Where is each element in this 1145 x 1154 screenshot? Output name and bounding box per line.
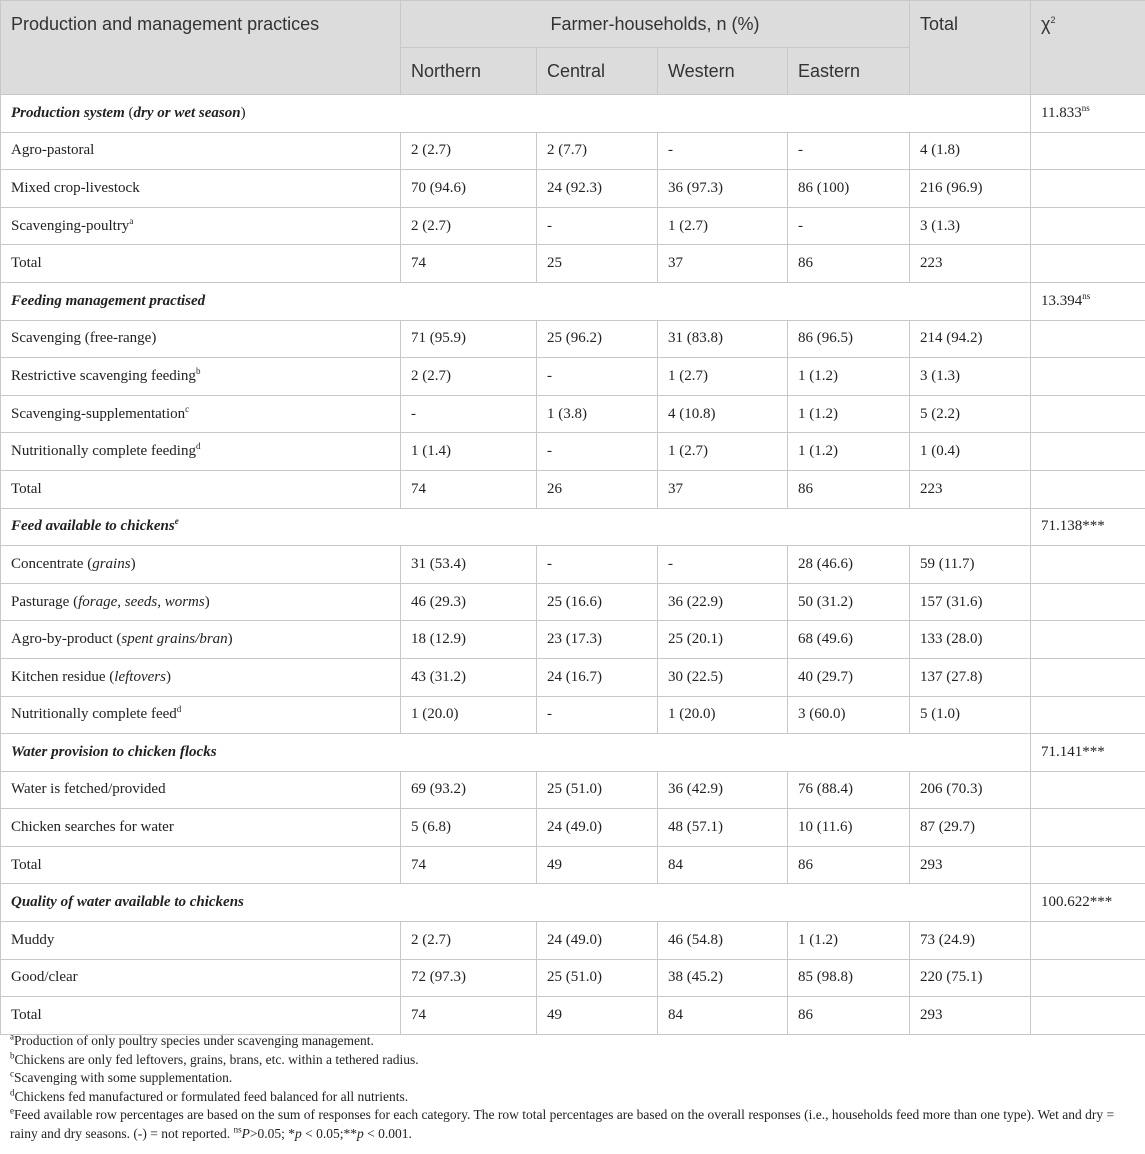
cell: 68 (49.6) bbox=[788, 621, 910, 659]
section-title: Feeding management practised bbox=[1, 282, 1031, 320]
cell-chi bbox=[1031, 320, 1145, 358]
cell: 86 (100) bbox=[788, 170, 910, 208]
cell-chi bbox=[1031, 207, 1145, 245]
cell: 1 (2.7) bbox=[658, 207, 788, 245]
cell: 74 bbox=[401, 846, 537, 884]
cell: - bbox=[537, 358, 658, 396]
cell: 25 (96.2) bbox=[537, 320, 658, 358]
cell: 1 (2.7) bbox=[658, 433, 788, 471]
cell-chi bbox=[1031, 696, 1145, 734]
cell-chi bbox=[1031, 245, 1145, 283]
cell: 2 (7.7) bbox=[537, 132, 658, 170]
cell-total: 223 bbox=[910, 470, 1031, 508]
table-row bbox=[1, 320, 1145, 358]
cell-total: 87 (29.7) bbox=[910, 809, 1031, 847]
table-row bbox=[1, 959, 1145, 997]
cell: 23 (17.3) bbox=[537, 621, 658, 659]
cell: 86 bbox=[788, 245, 910, 283]
table-row bbox=[1, 132, 1145, 170]
cell-chi bbox=[1031, 395, 1145, 433]
footnote-c: $^c$Scavenging with some supplementation. bbox=[10, 1068, 233, 1086]
table-row bbox=[1, 245, 1145, 283]
footnote-a: $^a$Production of only poultry species under scavenging management. bbox=[10, 1031, 374, 1048]
cell-chi bbox=[1031, 959, 1145, 997]
cell-total: 3 (1.3) bbox=[910, 358, 1031, 396]
row-label: Scavenging-supplementation$^c$ bbox=[1, 395, 401, 433]
cell-total: 220 (75.1) bbox=[910, 959, 1031, 997]
cell-total: 137 (27.8) bbox=[910, 658, 1031, 696]
cell: - bbox=[537, 207, 658, 245]
section-header-row bbox=[1, 884, 1145, 922]
cell: 1 (3.8) bbox=[537, 395, 658, 433]
cell: 84 bbox=[658, 846, 788, 884]
table-row bbox=[1, 395, 1145, 433]
cell: 4 (10.8) bbox=[658, 395, 788, 433]
cell-chi bbox=[1031, 922, 1145, 960]
row-label: Scavenging (free-range) bbox=[1, 320, 401, 358]
cell-chi bbox=[1031, 621, 1145, 659]
row-label: Total bbox=[1, 245, 401, 283]
cell-total: 157 (31.6) bbox=[910, 583, 1031, 621]
cell: - bbox=[401, 395, 537, 433]
cell-total: 223 bbox=[910, 245, 1031, 283]
cell-total: 214 (94.2) bbox=[910, 320, 1031, 358]
cell: 46 (29.3) bbox=[401, 583, 537, 621]
cell-chi bbox=[1031, 997, 1145, 1035]
table-row bbox=[1, 997, 1145, 1035]
table-row bbox=[1, 771, 1145, 809]
cell: 2 (2.7) bbox=[401, 132, 537, 170]
table-row bbox=[1, 470, 1145, 508]
table-footnotes bbox=[10, 1032, 1135, 1144]
section-header-row bbox=[1, 508, 1145, 546]
section-title: Quality of water available to chickens bbox=[1, 884, 1031, 922]
cell: 86 bbox=[788, 470, 910, 508]
cell-chi bbox=[1031, 433, 1145, 471]
cell: 50 (31.2) bbox=[788, 583, 910, 621]
cell: 24 (49.0) bbox=[537, 922, 658, 960]
cell: 1 (1.2) bbox=[788, 358, 910, 396]
cell: 1 (20.0) bbox=[658, 696, 788, 734]
cell-chi bbox=[1031, 470, 1145, 508]
cell: - bbox=[658, 132, 788, 170]
header-region-eastern: Eastern bbox=[788, 48, 910, 95]
cell: 37 bbox=[658, 245, 788, 283]
cell: 18 (12.9) bbox=[401, 621, 537, 659]
cell: 36 (22.9) bbox=[658, 583, 788, 621]
row-label: Total bbox=[1, 846, 401, 884]
cell: 2 (2.7) bbox=[401, 922, 537, 960]
row-label: Kitchen residue (leftovers) bbox=[1, 658, 401, 696]
row-label: Agro-by-product (spent grains/bran) bbox=[1, 621, 401, 659]
cell-total: 3 (1.3) bbox=[910, 207, 1031, 245]
cell: 70 (94.6) bbox=[401, 170, 537, 208]
table-row bbox=[1, 170, 1145, 208]
cell: 71 (95.9) bbox=[401, 320, 537, 358]
row-label: Total bbox=[1, 470, 401, 508]
table-row bbox=[1, 846, 1145, 884]
chi-value: 100.622*** bbox=[1031, 884, 1145, 922]
cell: 24 (49.0) bbox=[537, 809, 658, 847]
cell: 24 (92.3) bbox=[537, 170, 658, 208]
cell: - bbox=[658, 546, 788, 584]
table-row bbox=[1, 546, 1145, 584]
row-label: Chicken searches for water bbox=[1, 809, 401, 847]
header-region-northern: Northern bbox=[401, 48, 537, 95]
cell: 1 (1.4) bbox=[401, 433, 537, 471]
cell: 46 (54.8) bbox=[658, 922, 788, 960]
cell-total: 4 (1.8) bbox=[910, 132, 1031, 170]
cell: 49 bbox=[537, 997, 658, 1035]
row-label: Agro-pastoral bbox=[1, 132, 401, 170]
cell-chi bbox=[1031, 132, 1145, 170]
cell: 74 bbox=[401, 245, 537, 283]
cell-chi bbox=[1031, 546, 1145, 584]
cell-chi bbox=[1031, 809, 1145, 847]
cell-chi bbox=[1031, 771, 1145, 809]
cell-total: 5 (2.2) bbox=[910, 395, 1031, 433]
cell: 2 (2.7) bbox=[401, 358, 537, 396]
cell: 86 bbox=[788, 997, 910, 1035]
cell-total: 5 (1.0) bbox=[910, 696, 1031, 734]
cell: 69 (93.2) bbox=[401, 771, 537, 809]
cell-total: 293 bbox=[910, 846, 1031, 884]
cell: 25 (16.6) bbox=[537, 583, 658, 621]
cell: 25 (51.0) bbox=[537, 959, 658, 997]
cell: 37 bbox=[658, 470, 788, 508]
table-row bbox=[1, 207, 1145, 245]
cell-chi bbox=[1031, 658, 1145, 696]
cell-total: 1 (0.4) bbox=[910, 433, 1031, 471]
cell: 31 (83.8) bbox=[658, 320, 788, 358]
cell: 1 (1.2) bbox=[788, 433, 910, 471]
row-label: Nutritionally complete feed$^d$ bbox=[1, 696, 401, 734]
cell: 5 (6.8) bbox=[401, 809, 537, 847]
table-row bbox=[1, 358, 1145, 396]
cell: - bbox=[537, 433, 658, 471]
section-title: Water provision to chicken flocks bbox=[1, 734, 1031, 772]
cell: 24 (16.7) bbox=[537, 658, 658, 696]
row-label: Good/clear bbox=[1, 959, 401, 997]
cell: 1 (1.2) bbox=[788, 922, 910, 960]
section-title: Feed available to chickens$^e$ bbox=[1, 508, 1031, 546]
footnote-b: $^b$Chickens are only fed leftovers, grains, brans, etc. within a tethered radius. bbox=[10, 1050, 419, 1067]
chi-value: 71.141*** bbox=[1031, 734, 1145, 772]
row-label: Muddy bbox=[1, 922, 401, 960]
cell: 31 (53.4) bbox=[401, 546, 537, 584]
row-label: Pasturage (forage, seeds, worms) bbox=[1, 583, 401, 621]
cell-total: 206 (70.3) bbox=[910, 771, 1031, 809]
section-title: Production system (dry or wet season) bbox=[1, 95, 1031, 133]
cell: 30 (22.5) bbox=[658, 658, 788, 696]
header-farmer-households: Farmer-households, n (%) bbox=[401, 1, 910, 48]
cell: 25 bbox=[537, 245, 658, 283]
cell-total: 216 (96.9) bbox=[910, 170, 1031, 208]
cell: 2 (2.7) bbox=[401, 207, 537, 245]
section-header-row bbox=[1, 95, 1145, 133]
cell: 10 (11.6) bbox=[788, 809, 910, 847]
table-row bbox=[1, 583, 1145, 621]
cell: 40 (29.7) bbox=[788, 658, 910, 696]
footnote-e: $^e$Feed available row percentages are based on the sum of responses for each category. The row total percentages are based on the overall responses (i.e., households feed more than one type). Wet and dry = rainy and dry seasons. (-) = not reported. $^{ns}$P>0.05; *p < 0.05;**p < 0.001. bbox=[10, 1105, 1115, 1141]
header-practices: Production and management practices bbox=[1, 1, 401, 95]
row-label: Mixed crop-livestock bbox=[1, 170, 401, 208]
cell-total: 73 (24.9) bbox=[910, 922, 1031, 960]
cell: 38 (45.2) bbox=[658, 959, 788, 997]
cell: 1 (1.2) bbox=[788, 395, 910, 433]
table-row bbox=[1, 621, 1145, 659]
cell: - bbox=[537, 696, 658, 734]
header-chi-square: $\chi^2$ bbox=[1031, 1, 1145, 95]
table-row bbox=[1, 809, 1145, 847]
cell: 85 (98.8) bbox=[788, 959, 910, 997]
header-total: Total bbox=[910, 1, 1031, 95]
cell: 25 (51.0) bbox=[537, 771, 658, 809]
cell: 49 bbox=[537, 846, 658, 884]
cell: 26 bbox=[537, 470, 658, 508]
cell: 36 (97.3) bbox=[658, 170, 788, 208]
cell: 86 (96.5) bbox=[788, 320, 910, 358]
cell: 36 (42.9) bbox=[658, 771, 788, 809]
cell: 25 (20.1) bbox=[658, 621, 788, 659]
cell-total: 293 bbox=[910, 997, 1031, 1035]
table-row bbox=[1, 433, 1145, 471]
cell-total: 59 (11.7) bbox=[910, 546, 1031, 584]
chi-value: $13.394^{ns}$ bbox=[1031, 282, 1145, 320]
row-label: Restrictive scavenging feeding$^b$ bbox=[1, 358, 401, 396]
cell: - bbox=[788, 207, 910, 245]
cell-chi bbox=[1031, 170, 1145, 208]
cell: 3 (60.0) bbox=[788, 696, 910, 734]
cell: 43 (31.2) bbox=[401, 658, 537, 696]
row-label: Nutritionally complete feeding$^d$ bbox=[1, 433, 401, 471]
cell: 74 bbox=[401, 470, 537, 508]
cell-chi bbox=[1031, 583, 1145, 621]
section-header-row bbox=[1, 282, 1145, 320]
cell: 72 (97.3) bbox=[401, 959, 537, 997]
cell: 74 bbox=[401, 997, 537, 1035]
cell: 28 (46.6) bbox=[788, 546, 910, 584]
footnote-d: $^d$Chickens fed manufactured or formulated feed balanced for all nutrients. bbox=[10, 1087, 409, 1104]
chi-value: 71.138*** bbox=[1031, 508, 1145, 546]
cell-chi bbox=[1031, 846, 1145, 884]
cell: 1 (2.7) bbox=[658, 358, 788, 396]
cell: - bbox=[788, 132, 910, 170]
cell: - bbox=[537, 546, 658, 584]
cell: 86 bbox=[788, 846, 910, 884]
table-row bbox=[1, 922, 1145, 960]
cell-chi bbox=[1031, 358, 1145, 396]
chi-value: $11.833^{ns}$ bbox=[1031, 95, 1145, 133]
table-row bbox=[1, 696, 1145, 734]
cell-total: 133 (28.0) bbox=[910, 621, 1031, 659]
table-row bbox=[1, 658, 1145, 696]
row-label: Scavenging-poultry$^a$ bbox=[1, 207, 401, 245]
row-label: Total bbox=[1, 997, 401, 1035]
cell: 84 bbox=[658, 997, 788, 1035]
cell: 76 (88.4) bbox=[788, 771, 910, 809]
cell: 1 (20.0) bbox=[401, 696, 537, 734]
row-label: Concentrate (grains) bbox=[1, 546, 401, 584]
cell: 48 (57.1) bbox=[658, 809, 788, 847]
header-region-western: Western bbox=[658, 48, 788, 95]
header-region-central: Central bbox=[537, 48, 658, 95]
row-label: Water is fetched/provided bbox=[1, 771, 401, 809]
section-header-row bbox=[1, 734, 1145, 772]
